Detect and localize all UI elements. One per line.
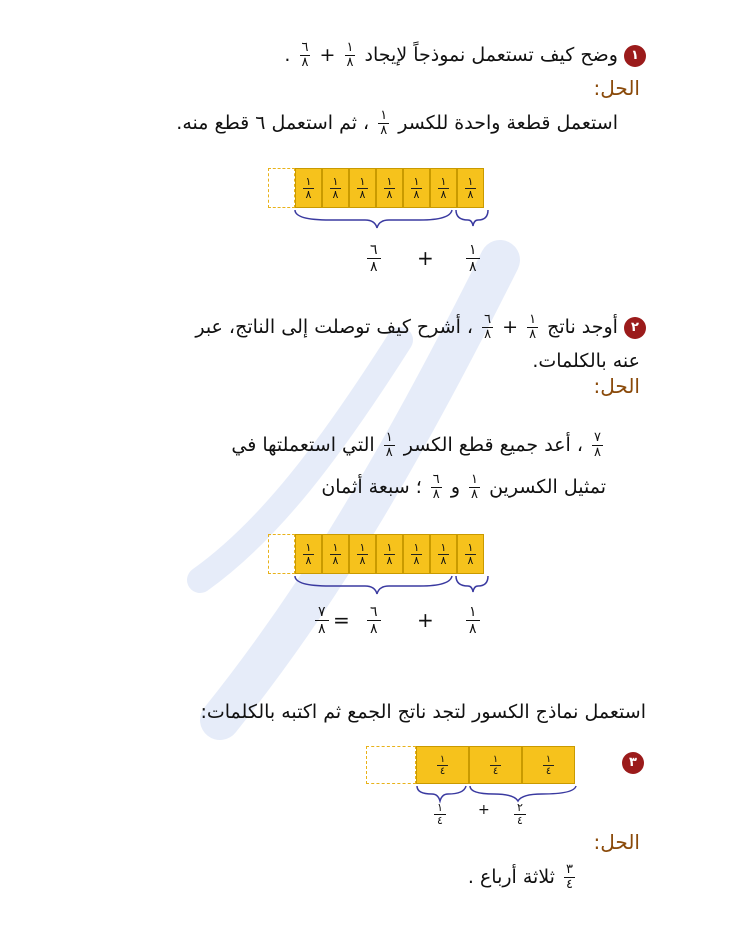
- q1-fraction-a: $\frac{١}{٨}$: [346, 40, 354, 70]
- q2-result-fraction: $\frac{٧}{٨}$: [594, 430, 601, 460]
- brace-group-1: [290, 208, 490, 232]
- q2-piece-fraction: $\frac{١}{٨}$: [385, 430, 393, 460]
- q2-eq-result-fraction: ٧ ٨: [315, 604, 329, 637]
- q2-line-2: عنه بالكلمات.: [532, 350, 640, 372]
- q2-fraction-b: $\frac{٦}{٨}$: [484, 312, 492, 342]
- q3-solution-line: $\frac{٣}{٤}$ ثلاثة أرباع .: [467, 862, 573, 892]
- empty-cell: [366, 746, 416, 784]
- q2-fraction-c: $\frac{١}{٨}$: [471, 472, 479, 502]
- eighth-cell: ١ ٨: [322, 168, 349, 208]
- q1-eq-plus: +: [417, 246, 434, 270]
- q2-solution-label: الحل:: [593, 374, 640, 398]
- q1-number-badge: ١: [624, 45, 646, 67]
- q2-line-1: ٢ أوجد ناتج $\frac{١}{٨}$ + $\frac{٦}{٨}$ ، أشرح كيف توصلت إلى الناتج، عبر: [195, 312, 646, 342]
- eighth-cell: ١ ٨: [403, 534, 430, 574]
- q1-fraction-b: $\frac{٦}{٨}$: [301, 40, 309, 70]
- q1-eq-left-fraction: ٦ ٨: [367, 242, 381, 275]
- q3-eq-left-fraction: ١ ٤: [434, 802, 446, 827]
- q3-eq-plus: +: [478, 802, 490, 818]
- eighth-cell: ١ ٨: [295, 168, 322, 208]
- q1-eq-right-fraction: ١ ٨: [466, 242, 480, 275]
- fraction-bar-fourths: [366, 746, 575, 784]
- brace-group-2: [290, 574, 490, 598]
- q3-eq-right-fraction: ٢ ٤: [514, 802, 526, 827]
- q2-number-badge: ٢: [624, 317, 646, 339]
- eighth-cell: ١ ٨: [322, 534, 349, 574]
- q1-solution-line: استعمل قطعة واحدة للكسر $\frac{١}{٨}$ ، ثم استعمل ٦ قطع منه.: [176, 108, 618, 138]
- q1-line: [284, 40, 646, 70]
- eighth-cell: ١ ٨: [430, 534, 457, 574]
- q3-number-badge: ٣: [622, 752, 644, 774]
- eighth-cell: ١ ٨: [349, 168, 376, 208]
- q2-eq-equals: =: [333, 608, 350, 632]
- eighth-cell: ١ ٨: [295, 534, 322, 574]
- q2-solution-line-1: $\frac{٧}{٨}$ ، أعد جميع قطع الكسر $\frac{١}{٨}$ التي استعملتها في: [231, 430, 601, 460]
- eighth-cell: ١ ٨: [457, 168, 484, 208]
- q3-solution-label: الحل:: [593, 830, 640, 854]
- q2-eq-plus: +: [417, 608, 434, 632]
- eighth-cell: ١ ٨: [376, 534, 403, 574]
- eighth-cell: ١ ٨: [349, 534, 376, 574]
- empty-cell: [268, 168, 295, 208]
- eighth-cell: ١ ٨: [457, 534, 484, 574]
- fourth-cell: ١ ٤: [522, 746, 575, 784]
- fraction-bar-eighths-2: [268, 534, 484, 574]
- instruction-text: استعمل نماذج الكسور لتجد ناتج الجمع ثم اكتبه بالكلمات:: [200, 701, 646, 723]
- q1-end: .: [284, 44, 291, 66]
- fraction-bar-eighths-1: [268, 168, 484, 208]
- q2-eq-right-fraction: ١ ٨: [466, 604, 480, 637]
- q1-solution-label: الحل:: [593, 76, 640, 100]
- q2-fraction-a: $\frac{١}{٨}$: [529, 312, 537, 342]
- q1-text: وضح كيف تستعمل نموذجاً لإيجاد: [364, 44, 618, 66]
- eighth-cell: ١ ٨: [376, 168, 403, 208]
- fourth-cell: ١ ٤: [469, 746, 522, 784]
- q1-solution-fraction: $\frac{١}{٨}$: [380, 108, 388, 138]
- eighth-cell: ١ ٨: [403, 168, 430, 208]
- q2-eq-left-fraction: ٦ ٨: [367, 604, 381, 637]
- q2-fraction-d: $\frac{٦}{٨}$: [432, 472, 440, 502]
- empty-cell: [268, 534, 295, 574]
- fourth-cell: ١ ٤: [416, 746, 469, 784]
- eighth-cell: ١ ٨: [430, 168, 457, 208]
- q2-solution-line-2: تمثيل الكسرين $\frac{١}{٨}$ و $\frac{٦}{٨}$ ؛ سبعة أثمان: [321, 472, 606, 502]
- q1-plus: +: [319, 44, 336, 66]
- q3-solution-fraction: $\frac{٣}{٤}$: [566, 862, 573, 892]
